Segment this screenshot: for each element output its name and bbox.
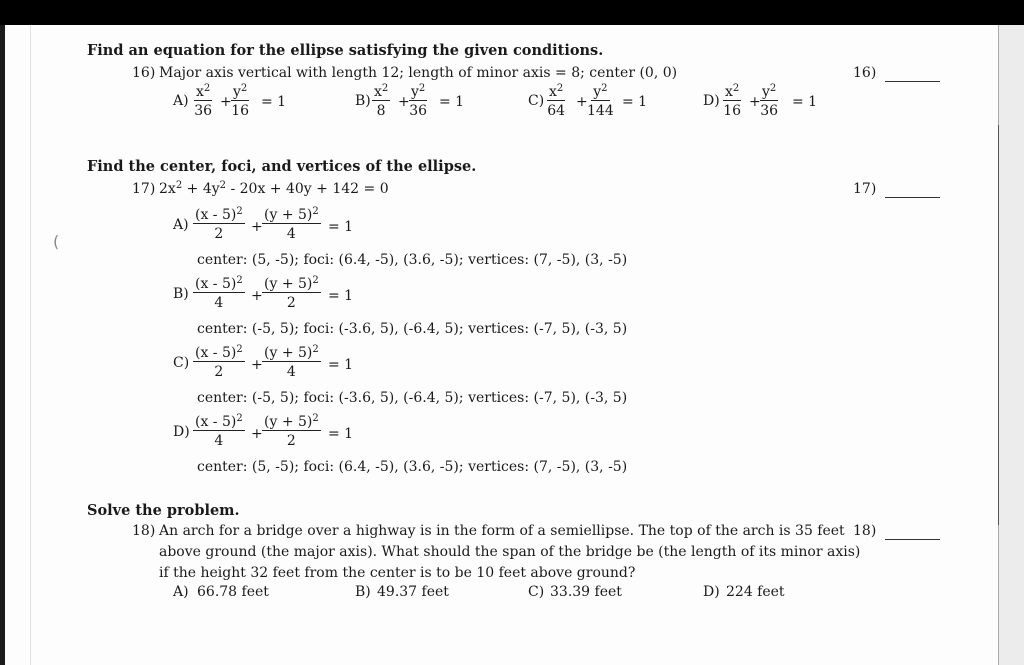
q16-a-den1: 36 <box>194 103 213 119</box>
q16-b-den1: 8 <box>376 103 386 119</box>
q17-c-num1: (x - 5)$^2$ <box>195 344 243 361</box>
q18-line-3: if the height 32 feet from the center is to be 10 feet above ground? <box>159 565 636 581</box>
q16-a-num1: $x^2$ <box>196 83 211 100</box>
q16-option-c-frac1 <box>547 85 565 118</box>
q16-b-num1: $x^2$ <box>374 83 389 100</box>
q18-number: 18) <box>132 523 156 539</box>
plus-sign: + <box>576 94 588 110</box>
q16-b-den2: 36 <box>409 103 428 119</box>
q17-a-den1: 2 <box>214 226 224 242</box>
q16-answer-label: 16) <box>853 65 877 81</box>
q16-option-b-frac1 <box>372 85 390 118</box>
q17-c-frac2 <box>262 346 321 379</box>
q17-a-num2: $(y + 5)^2$ <box>264 206 319 223</box>
q16-option-d-frac2 <box>760 85 778 118</box>
q16-b-rhs: = 1 <box>439 94 465 110</box>
q16-c-den2: 144 <box>587 103 614 119</box>
q16-a-rhs: = 1 <box>261 94 287 110</box>
q16-option-a-frac1 <box>194 85 212 118</box>
q17-option-b-label: B) <box>173 286 189 302</box>
q18-line-1: An arch for a bridge over a highway is in the form of a semiellipse. The top of the arch is 35 feet <box>159 523 845 539</box>
q17-b-frac2 <box>262 277 321 310</box>
q18-d-label: D) <box>703 584 720 600</box>
q18-d-text: 224 feet <box>726 584 785 600</box>
section-heading-2: Find the center, foci, and vertices of the ellipse. <box>87 158 477 175</box>
q16-d-num2: $y^2$ <box>762 83 777 100</box>
plus-sign: + <box>398 94 410 110</box>
q16-option-d-label: D) <box>703 93 720 109</box>
q16-c-den1: 64 <box>547 103 566 119</box>
q17-a-den2: 4 <box>286 226 296 242</box>
q18-line-2: above ground (the major axis). What should the span of the bridge be (the length of its minor axis) <box>159 544 861 560</box>
q17-c-den1: 2 <box>214 364 224 380</box>
q16-c-rhs: = 1 <box>622 94 648 110</box>
q16-number: 16) <box>132 65 156 81</box>
q17-b-frac1 <box>193 277 245 310</box>
plus-sign: + <box>251 219 263 235</box>
q17-answer-label: 17) <box>853 181 877 197</box>
q17-c-num2: $(y + 5)^2$ <box>264 344 319 361</box>
q17-b-rhs: = 1 <box>328 288 354 304</box>
q17-c-rhs: = 1 <box>328 357 354 373</box>
q16-d-den1: 16 <box>723 103 742 119</box>
q16-option-d-frac1 <box>723 85 741 118</box>
section-heading-3: Solve the problem. <box>87 502 240 519</box>
q16-option-a-frac2 <box>231 85 249 118</box>
document-page <box>5 25 998 665</box>
q17-d-den2: 2 <box>286 433 296 449</box>
q17-d-den1: 4 <box>214 433 224 449</box>
q16-d-num1: $x^2$ <box>725 83 740 100</box>
q17-answer-blank[interactable] <box>885 197 940 198</box>
q18-a-text: 66.78 feet <box>197 584 269 600</box>
plus-sign: + <box>251 357 263 373</box>
q17-a-frac2 <box>262 208 321 241</box>
top-bar <box>0 0 1024 25</box>
q18-c-text: 33.39 feet <box>550 584 622 600</box>
q17-option-d-label: D) <box>173 424 190 440</box>
q17-b-den2: 2 <box>286 295 296 311</box>
q17-c-den2: 4 <box>286 364 296 380</box>
plus-sign: + <box>220 94 232 110</box>
q17-equation: $2x^2 + 4y^2 - 20x + 40y + 142 = 0$ <box>159 180 389 197</box>
plus-sign: + <box>251 426 263 442</box>
q17-d-num2: $(y + 5)^2$ <box>264 413 319 430</box>
scrollbar[interactable] <box>998 125 999 525</box>
q16-d-den2: 36 <box>760 103 779 119</box>
q17-c-details: center: (-5, 5); foci: (-3.6, 5), (-6.4, 5); vertices: (-7, 5), (-3, 5) <box>197 390 628 406</box>
q16-b-num2: $y^2$ <box>411 83 426 100</box>
q17-b-num2: $(y + 5)^2$ <box>264 275 319 292</box>
q16-a-num2: $y^2$ <box>233 83 248 100</box>
q17-b-num1: (x - 5)$^2$ <box>195 275 243 292</box>
q16-option-c-frac2 <box>587 85 614 118</box>
q18-c-label: C) <box>528 584 545 600</box>
q18-b-label: B) <box>355 584 371 600</box>
q16-c-num2: $y^2$ <box>593 83 608 100</box>
q17-option-a-label: A) <box>173 217 189 233</box>
q17-c-frac1 <box>193 346 245 379</box>
margin-mark: ( <box>53 232 60 251</box>
section-heading-1: Find an equation for the ellipse satisfying the given conditions. <box>87 42 604 59</box>
q17-d-details: center: (5, -5); foci: (6.4, -5), (3.6, -5); vertices: (7, -5), (3, -5) <box>197 459 628 475</box>
q17-a-frac1 <box>193 208 245 241</box>
q17-a-details: center: (5, -5); foci: (6.4, -5), (3.6, -5); vertices: (7, -5), (3, -5) <box>197 252 628 268</box>
q17-d-frac1 <box>193 415 245 448</box>
q17-option-c-label: C) <box>173 355 190 371</box>
q16-a-den2: 16 <box>231 103 250 119</box>
q17-a-num1: (x - 5)$^2$ <box>195 206 243 223</box>
q18-answer-label: 18) <box>853 523 877 539</box>
q16-answer-blank[interactable] <box>885 81 940 82</box>
q18-answer-blank[interactable] <box>885 539 940 540</box>
q18-b-text: 49.37 feet <box>377 584 449 600</box>
plus-sign: + <box>251 288 263 304</box>
q16-text: Major axis vertical with length 12; length of minor axis = 8; center (0, 0) <box>159 65 678 81</box>
q17-b-details: center: (-5, 5); foci: (-3.6, 5), (-6.4, 5); vertices: (-7, 5), (-3, 5) <box>197 321 628 337</box>
q17-d-num1: (x - 5)$^2$ <box>195 413 243 430</box>
q17-d-rhs: = 1 <box>328 426 354 442</box>
q16-option-a-label: A) <box>173 93 189 109</box>
window-edge <box>998 25 1024 665</box>
q17-a-rhs: = 1 <box>328 219 354 235</box>
plus-sign: + <box>749 94 761 110</box>
q16-d-rhs: = 1 <box>792 94 818 110</box>
q16-option-b-label: B) <box>355 93 371 109</box>
q17-number: 17) <box>132 181 156 197</box>
q17-b-den1: 4 <box>214 295 224 311</box>
q16-option-b-frac2 <box>409 85 427 118</box>
q16-option-c-label: C) <box>528 93 545 109</box>
q16-c-num1: $x^2$ <box>549 83 564 100</box>
left-rule <box>30 25 31 665</box>
q18-a-label: A) <box>173 584 189 600</box>
q17-d-frac2 <box>262 415 321 448</box>
